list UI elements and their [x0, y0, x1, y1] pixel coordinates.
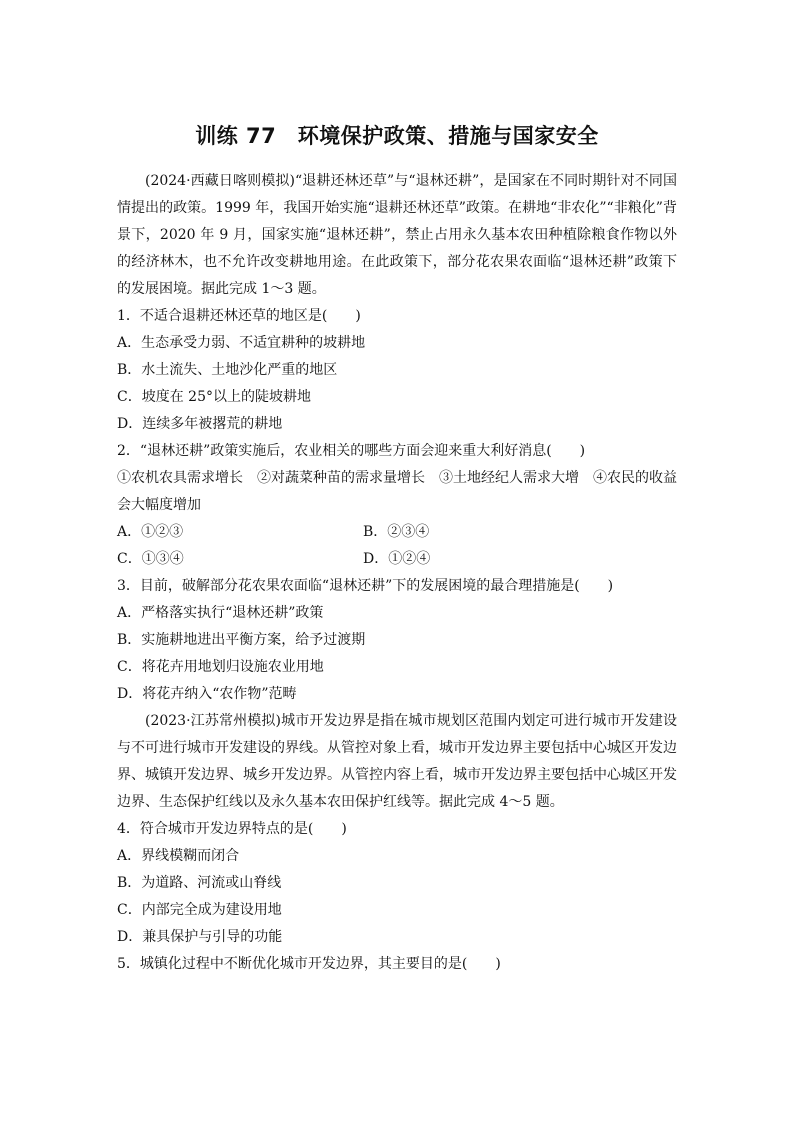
question-4-option-c: C．内部完全成为建设用地 — [117, 902, 282, 918]
question-4-option-a: A．界线模糊而闭合 — [117, 848, 240, 864]
question-4-stem: 4．符合城市开发边界特点的是( ) — [117, 821, 347, 837]
question-5 — [117, 951, 677, 978]
question-4 — [117, 816, 677, 951]
question-3-option-a: A．严格落实执行“退林还耕”政策 — [117, 605, 324, 621]
question-2-option-c: C．①③④ — [117, 551, 184, 567]
passage-2: (2023·江苏常州模拟)城市开发边界是指在城市规划区范围内划定可进行城市开发建设与不可进行城市开发建设的界线。从管控对象上看，城市开发边界主要包括中心城区开发边界、城镇开发边界、城乡开发边界。从管控内容上看，城市开发边界主要包括中心城区开发边界、生态保护红线以及永久基本农田保护红线等。据此完成 4～5 题。 — [117, 713, 677, 810]
question-1-option-b: B．水土流失、土地沙化严重的地区 — [117, 362, 338, 378]
question-2-stem: 2．“退林还耕”政策实施后，农业相关的哪些方面会迎来重大利好消息( ) — [117, 443, 586, 459]
question-3-option-c: C．将花卉用地划归设施农业用地 — [117, 659, 324, 675]
question-1-option-a: A．生态承受力弱、不适宜耕种的坡耕地 — [117, 335, 366, 351]
question-4-option-b: B．为道路、河流或山脊线 — [117, 875, 282, 891]
question-1-option-c: C．坡度在 25°以上的陡坡耕地 — [117, 389, 311, 405]
question-2-option-a: A．①②③ — [117, 524, 184, 540]
question-2 — [117, 438, 677, 573]
question-2-options-row-2 — [117, 546, 677, 573]
question-2-items: ①农机农具需求增长 ②对蔬菜种苗的需求量增长 ③土地经纪人需求大增 ④农民的收益会大幅度增加 — [117, 470, 677, 513]
question-1-option-d: D．连续多年被撂荒的耕地 — [117, 416, 283, 432]
question-2-option-b: B．②③④ — [363, 524, 430, 540]
question-2-options-row-1 — [117, 519, 677, 546]
question-5-stem: 5．城镇化过程中不断优化城市开发边界，其主要目的是( ) — [117, 956, 501, 972]
question-3-option-b: B．实施耕地进出平衡方案，给予过渡期 — [117, 632, 366, 648]
question-3-option-d: D．将花卉纳入“农作物”范畴 — [117, 686, 297, 702]
question-3-stem: 3．目前，破解部分花农果农面临“退林还耕”下的发展困境的最合理措施是( ) — [117, 578, 614, 594]
question-3 — [117, 573, 677, 708]
question-1 — [117, 303, 677, 438]
document-body — [117, 168, 677, 978]
question-2-option-d: D．①②④ — [363, 551, 431, 567]
passage-1: (2024·西藏日喀则模拟)“退耕还林还草”与“退林还耕”，是国家在不同时期针对不同国情提出的政策。1999 年，我国开始实施“退耕还林还草”政策。在耕地“非农化”“非粮化”背景下，2020 年 9 月，国家实施“退林还耕”，禁止占用永久基本农田种植除粮食作物以外的经济林木，也不允许改变耕地用途。在此政策下，部分花农果农面临“退林还耕”政策下的发展困境。据此完成 1～3 题。 — [117, 173, 677, 297]
question-1-stem: 1．不适合退耕还林还草的地区是( ) — [117, 308, 361, 324]
page-title: 训练 77 环境保护政策、措施与国家安全 — [195, 124, 599, 148]
question-4-option-d: D．兼具保护与引导的功能 — [117, 929, 283, 945]
